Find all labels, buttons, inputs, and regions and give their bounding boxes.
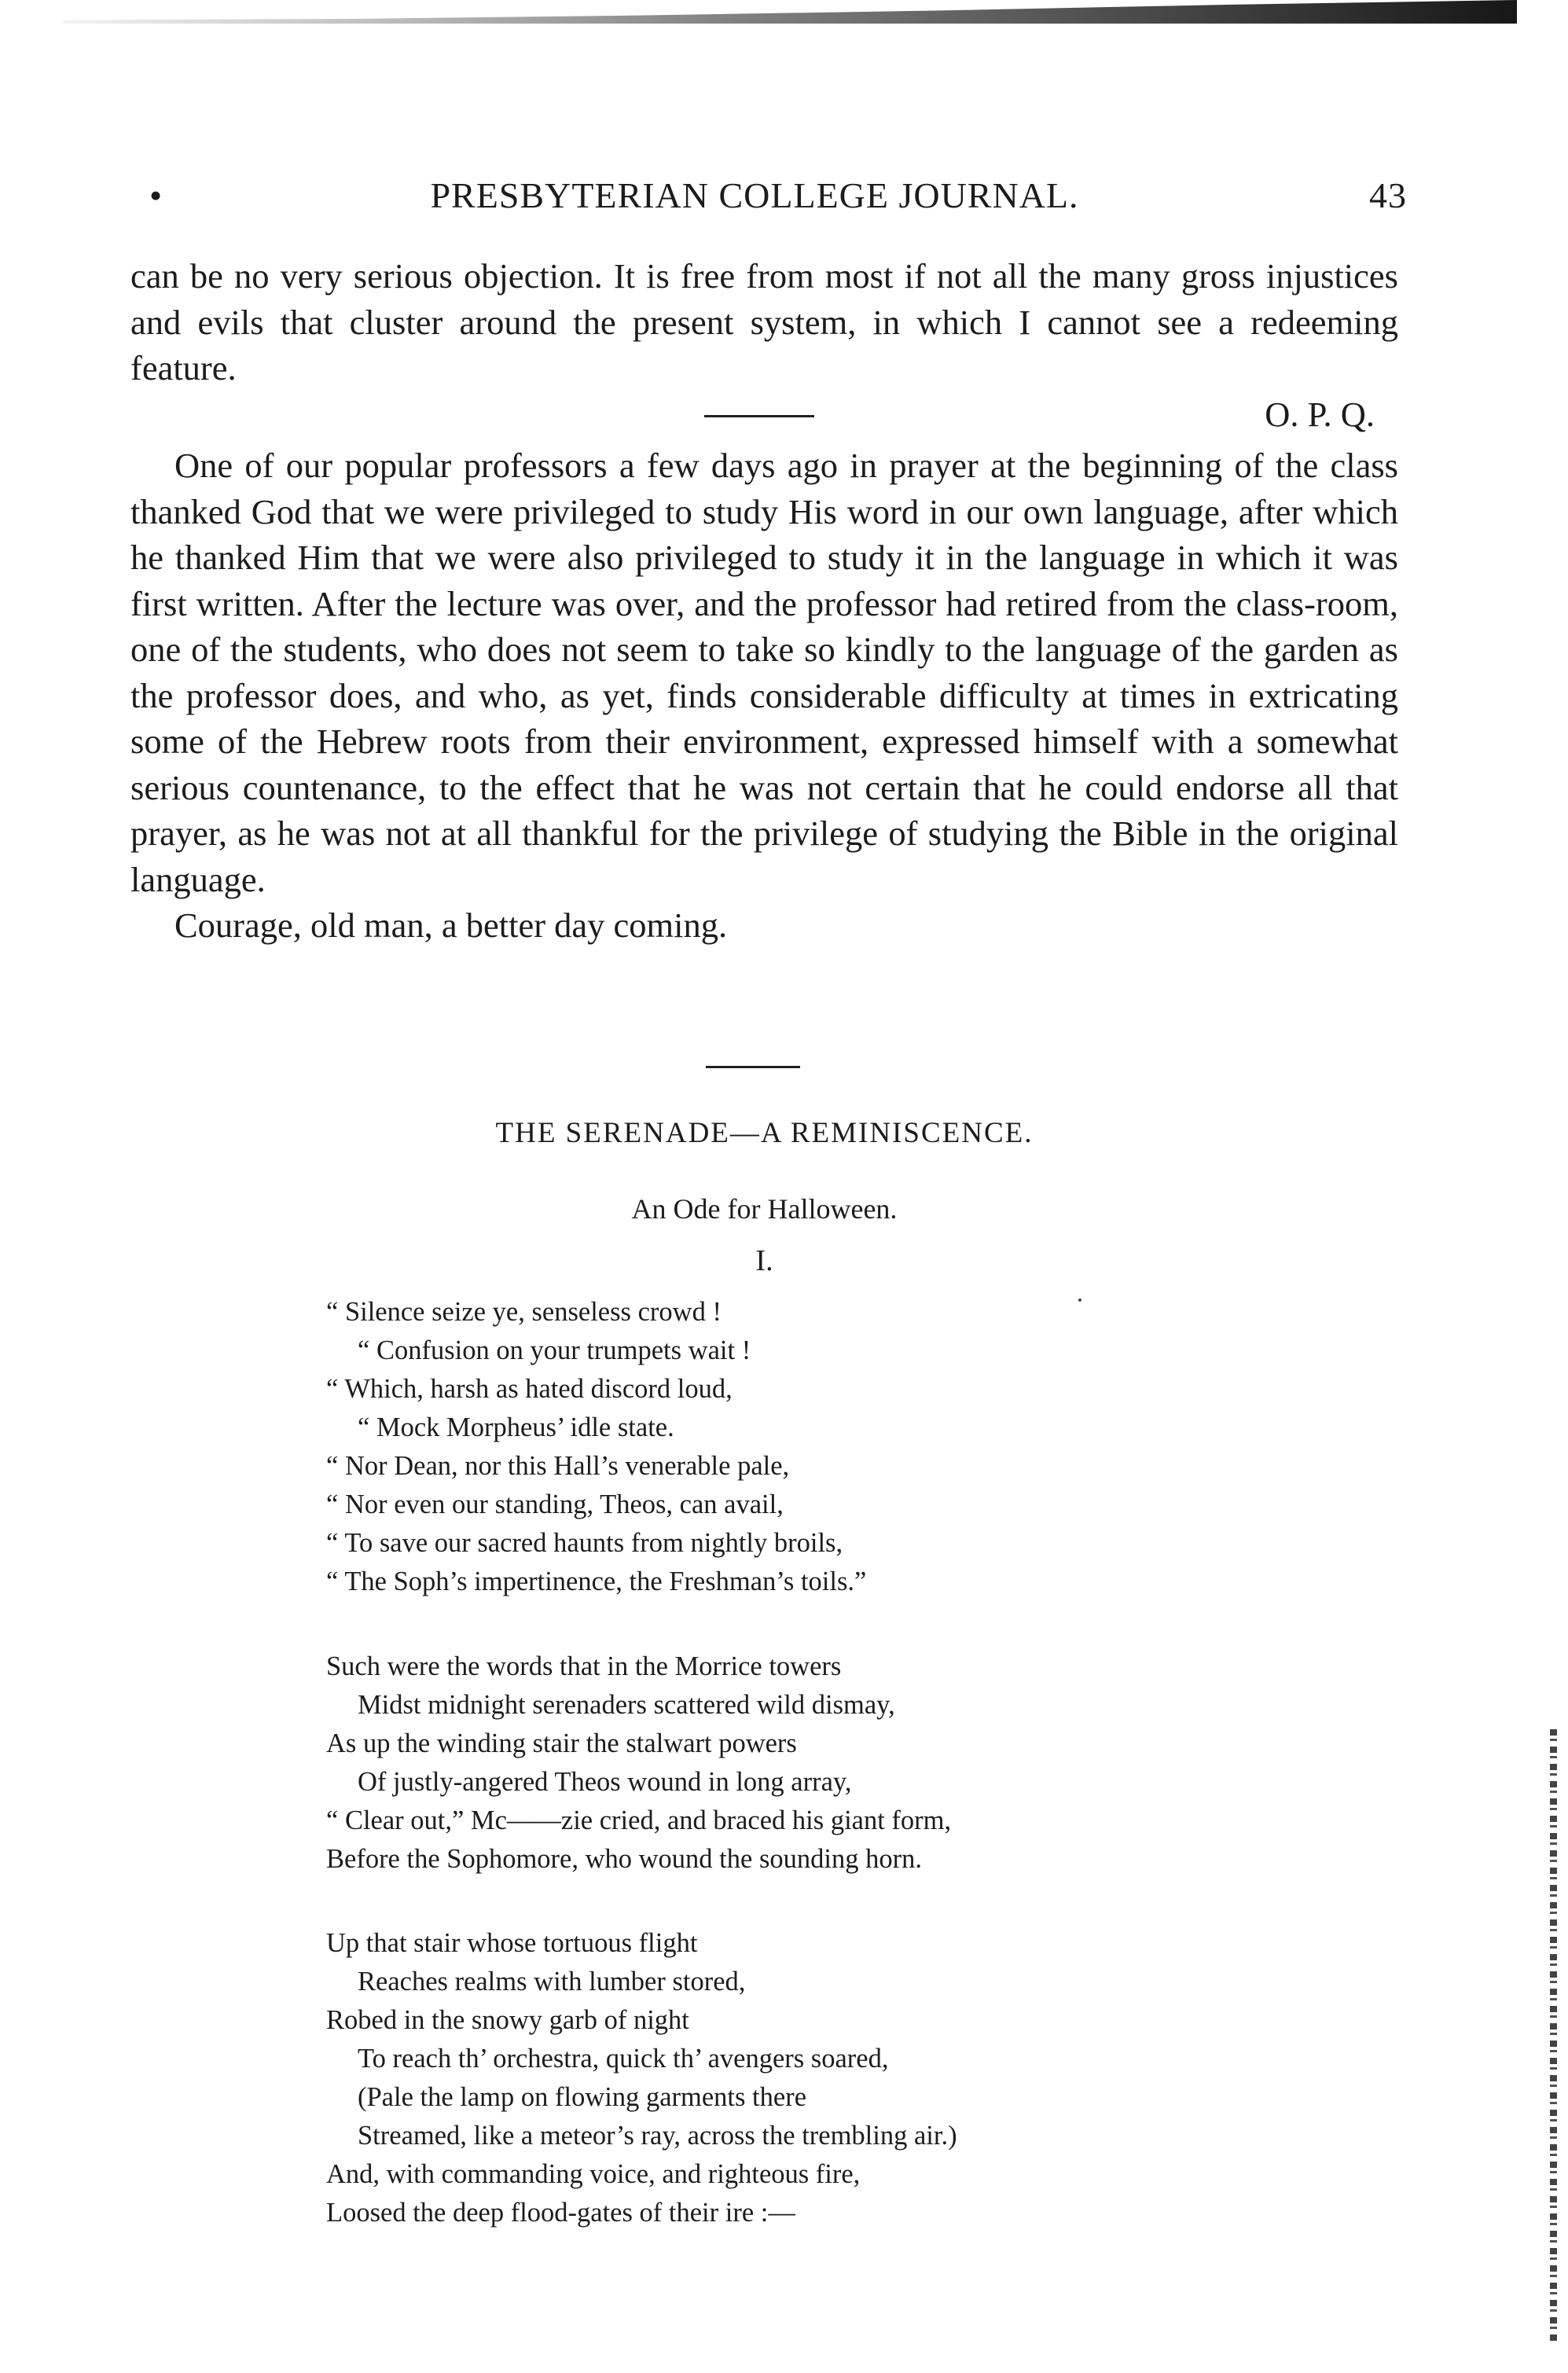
poem-stanza-1	[326, 1293, 866, 1601]
page-right-edge-speckle	[1550, 1729, 1557, 2342]
verse-line: “ Silence seize ye, senseless crowd !	[326, 1297, 722, 1327]
poem-stanza-3	[326, 1924, 957, 2232]
verse-line: Streamed, like a meteor’s ray, across the trembling air.)	[358, 2121, 957, 2151]
anecdote-paragraph: One of our popular professors a few days ago in prayer at the beginning of the class thanked God that we were privileged to study His word in our own language, after which he thanked Him that we were also privileged to study it in the language in which it was first written. After the lecture was over, and the professor had retired from the class-room, one of the students, who does not seem to take so kindly to the language of the garden as the professor does, and who, as yet, finds considerable difficulty at times in extricating some of the Hebrew roots from their environment, expressed himself with a somewhat serious countenance, to the effect that he was not certain that he could endorse all that prayer, as he was not at all thankful for the privilege of studying the Bible in the original language.	[130, 446, 1398, 899]
poem-section-number: I.	[755, 1244, 773, 1277]
verse-line: Midst midnight serenaders scattered wild dismay,	[358, 1690, 895, 1720]
stray-mark	[1078, 1299, 1081, 1302]
continued-paragraph: can be no very serious objection. It is free from most if not all the many gross injustices and evils that cluster around the present system, in which I cannot see a redeeming feature.	[130, 256, 1398, 388]
running-head	[126, 174, 1407, 222]
verse-line: “ Confusion on your trumpets wait !	[358, 1335, 751, 1365]
verse-line: “ The Soph’s impertinence, the Freshman’s toils.”	[326, 1567, 867, 1596]
professor-anecdote	[130, 443, 1398, 949]
poem-stanza-2	[326, 1648, 951, 1879]
verse-line: Robed in the snowy garb of night	[326, 2005, 689, 2035]
poem-title: THE SERENADE—A REMINISCENCE.	[495, 1117, 1034, 1149]
verse-line: “ Nor Dean, nor this Hall’s venerable pale,	[326, 1451, 790, 1481]
author-signature: O. P. Q.	[1265, 394, 1375, 434]
header-bullet: •	[149, 175, 163, 215]
verse-line: Loosed the deep flood-gates of their ire :—	[326, 2198, 795, 2228]
verse-line: (Pale the lamp on flowing garments there	[358, 2082, 807, 2112]
page-top-edge-shadow	[63, 0, 1517, 24]
anecdote-closing-line: Courage, old man, a better day coming.	[174, 905, 728, 945]
verse-line: “ To save our sacred haunts from nightly broils,	[326, 1528, 843, 1558]
verse-line: Such were the words that in the Morrice towers	[326, 1651, 842, 1681]
page-number: 43	[1369, 175, 1407, 215]
verse-line: To reach th’ orchestra, quick th’ avengers soared,	[358, 2044, 889, 2074]
verse-line: “ Which, harsh as hated discord loud,	[326, 1374, 733, 1404]
signature-row	[130, 391, 1398, 440]
journal-title: PRESBYTERIAN COLLEGE JOURNAL.	[430, 175, 1079, 215]
verse-line: “ Mock Morpheus’ idle state.	[358, 1412, 674, 1442]
verse-line: Reaches realms with lumber stored,	[358, 1967, 746, 1996]
article-continuation	[130, 253, 1398, 440]
separator-rule	[704, 415, 814, 417]
verse-line: “ Clear out,” Mc——zie cried, and braced his giant form,	[326, 1805, 952, 1835]
verse-line: “ Nor even our standing, Theos, can avail,	[326, 1490, 784, 1519]
verse-line: As up the winding stair the stalwart powers	[326, 1728, 797, 1758]
verse-line: Up that stair whose tortuous flight	[326, 1928, 698, 1958]
section-divider-rule	[706, 1066, 800, 1068]
verse-line: Before the Sophomore, who wound the sounding horn.	[326, 1844, 922, 1874]
verse-line: And, with commanding voice, and righteous fire,	[326, 2159, 861, 2189]
poem-subtitle: An Ode for Halloween.	[631, 1193, 898, 1225]
verse-line: Of justly-angered Theos wound in long array,	[358, 1767, 852, 1797]
